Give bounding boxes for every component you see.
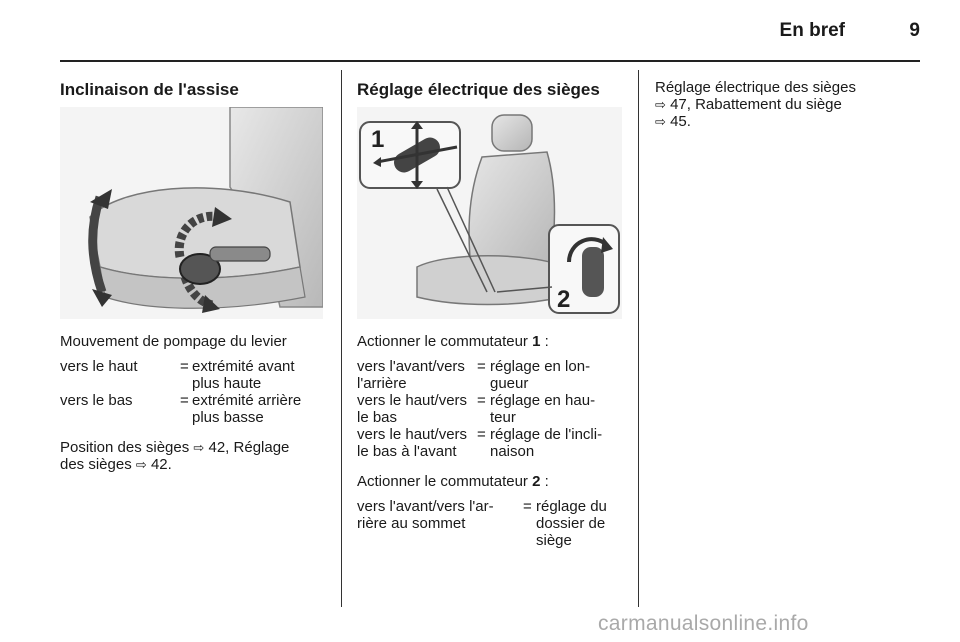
switch2-number: 2 (532, 473, 541, 490)
col3-line-1: Réglage électrique des sièges (655, 79, 856, 96)
callout-number-2: 2 (557, 286, 571, 313)
tilt-row-up-key: vers le haut (60, 358, 138, 375)
power-seat-illustration (357, 107, 622, 319)
switch1-row1-value-2: gueur (490, 375, 529, 392)
switch1-intro-text: Actionner le commutateur (357, 333, 528, 350)
switch1-row2-value-2: teur (490, 409, 516, 426)
switch1-intro (357, 333, 549, 350)
section-title-seat-tilt: Inclinaison de l'assise (60, 80, 239, 99)
arrow-ref-icon: ⇨ (193, 441, 205, 456)
switch2-row-value-1: réglage du (536, 498, 607, 515)
ref-page[interactable]: 45. (670, 113, 691, 130)
cross-reference-2 (60, 456, 172, 474)
switch1-number: 1 (532, 333, 541, 350)
ref-page[interactable]: 42, Réglage (208, 439, 290, 456)
equals-sign: = (523, 498, 532, 515)
switch1-row3-value-2: naison (490, 443, 535, 460)
switch2-row-key-2: rière au sommet (357, 515, 466, 532)
ref-page[interactable]: 42. (150, 456, 172, 473)
running-header-title: En bref (779, 20, 845, 41)
tilt-row-down-value-1: extrémité arrière (192, 392, 302, 409)
pump-lever-caption: Mouvement de pompage du levier (60, 333, 287, 350)
ref-text: des sièges (60, 456, 132, 473)
switch1-row2-key-2: le bas (357, 409, 398, 426)
ref-page[interactable]: 47, Rabattement du siège (670, 96, 842, 113)
tilt-row-up-value-2: plus haute (192, 375, 262, 392)
footer-watermark: carmanualsonline.info (598, 612, 809, 635)
tilt-row-up-value-1: extrémité avant (192, 358, 295, 375)
switch2-intro (357, 473, 549, 490)
switch1-row1-key-1: vers l'avant/vers (357, 358, 465, 375)
switch1-row3-key-2: le bas à l'avant (357, 443, 457, 460)
column-divider-2 (638, 70, 639, 607)
equals-sign: = (477, 358, 486, 375)
cross-reference-3 (655, 96, 842, 114)
tilt-row-down-value-2: plus basse (192, 409, 264, 426)
switch1-row2-value-1: réglage en hau- (490, 392, 596, 409)
switch2-row-value-2: dossier de (536, 515, 606, 532)
section-title-power-seat: Réglage électrique des sièges (357, 80, 600, 99)
equals-sign: = (477, 426, 486, 443)
switch1-colon: : (540, 333, 549, 350)
switch1-row3-value-1: réglage de l'incli- (490, 426, 603, 443)
column-divider-1 (341, 70, 342, 607)
arrow-ref-icon: ⇨ (135, 458, 147, 473)
cross-reference-1 (60, 439, 289, 457)
arrow-ref-icon: ⇨ (655, 115, 666, 130)
tilt-row-down-key: vers le bas (60, 392, 133, 409)
equals-sign: = (180, 358, 189, 375)
ref-text: Position des sièges (60, 439, 190, 456)
switch1-row1-key-2: l'arrière (357, 375, 407, 392)
cross-reference-4 (655, 113, 691, 131)
switch1-row1-value-1: réglage en lon- (490, 358, 591, 375)
switch1-row2-key-1: vers le haut/vers (357, 392, 468, 409)
switch2-row-key-1: vers l'avant/vers l'ar- (357, 498, 494, 515)
switch2-intro-text: Actionner le commutateur (357, 473, 528, 490)
callout-number-1: 1 (371, 126, 385, 153)
switch2-colon: : (540, 473, 549, 490)
page-number: 9 (909, 20, 920, 41)
arrow-ref-icon: ⇨ (655, 98, 666, 113)
equals-sign: = (477, 392, 486, 409)
seat-tilt-illustration (60, 107, 323, 319)
switch2-row-value-3: siège (536, 532, 572, 549)
equals-sign: = (180, 392, 189, 409)
switch1-row3-key-1: vers le haut/vers (357, 426, 468, 443)
header-divider (60, 60, 920, 62)
